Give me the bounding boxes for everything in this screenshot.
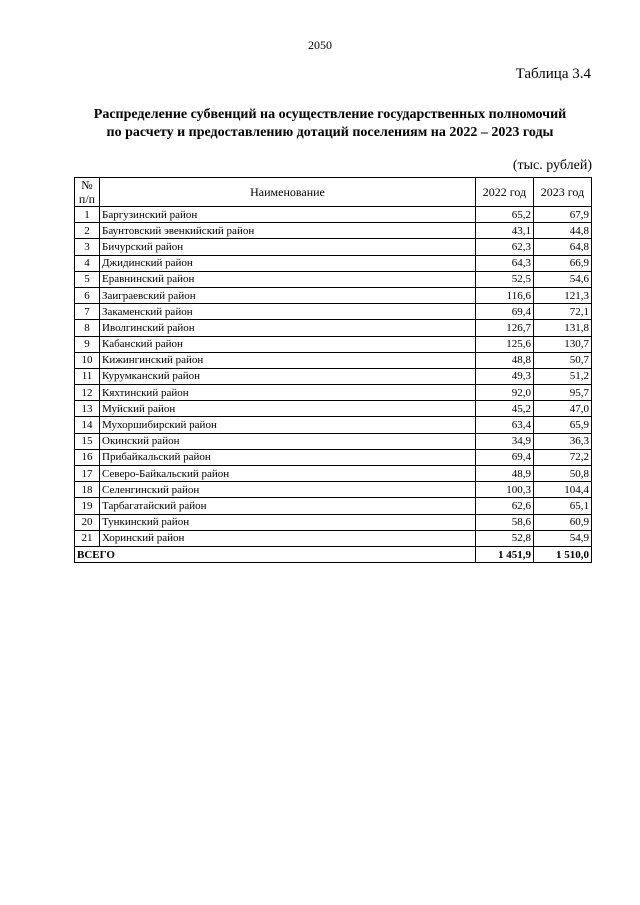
- row-name: Тункинский район: [100, 514, 476, 530]
- table-row: [75, 530, 592, 546]
- row-num: 14: [75, 417, 100, 433]
- row-value-2023: 131,8: [534, 320, 592, 336]
- row-name: Прибайкальский район: [100, 449, 476, 465]
- row-num: 13: [75, 401, 100, 417]
- header-2022: 2022 год: [476, 178, 534, 207]
- row-value-2022: 65,2: [476, 207, 534, 223]
- row-name: Кяхтинский район: [100, 385, 476, 401]
- row-num: 8: [75, 320, 100, 336]
- row-value-2023: 66,9: [534, 255, 592, 271]
- row-value-2023: 104,4: [534, 482, 592, 498]
- row-num: 15: [75, 433, 100, 449]
- row-value-2022: 62,3: [476, 239, 534, 255]
- table-row: [75, 417, 592, 433]
- row-value-2022: 45,2: [476, 401, 534, 417]
- row-name: Тарбагатайский район: [100, 498, 476, 514]
- row-name: Еравнинский район: [100, 271, 476, 287]
- row-name: Северо-Байкальский район: [100, 466, 476, 482]
- total-2022: 1 451,9: [476, 546, 534, 562]
- table-row: [75, 287, 592, 303]
- row-value-2023: 64,8: [534, 239, 592, 255]
- row-num: 2: [75, 223, 100, 239]
- total-2023: 1 510,0: [534, 546, 592, 562]
- row-value-2023: 50,8: [534, 466, 592, 482]
- row-num: 1: [75, 207, 100, 223]
- row-name: Баргузинский район: [100, 207, 476, 223]
- total-label: ВСЕГО: [75, 546, 476, 562]
- row-name: Кижингинский район: [100, 352, 476, 368]
- row-value-2022: 64,3: [476, 255, 534, 271]
- row-name: Джидинский район: [100, 255, 476, 271]
- row-num: 7: [75, 304, 100, 320]
- row-value-2022: 48,9: [476, 466, 534, 482]
- table-row: [75, 352, 592, 368]
- row-value-2023: 65,9: [534, 417, 592, 433]
- table-caption: Таблица 3.4: [515, 66, 591, 82]
- row-name: Заиграевский район: [100, 287, 476, 303]
- row-value-2022: 48,8: [476, 352, 534, 368]
- table-row: [75, 239, 592, 255]
- header-num-line-2: п/п: [78, 192, 96, 206]
- row-name: Кабанский район: [100, 336, 476, 352]
- title-line-1: Распределение субвенций на осуществление государственных полномочий: [93, 107, 567, 122]
- subsidy-table: [74, 177, 592, 563]
- row-value-2022: 92,0: [476, 385, 534, 401]
- row-name: Баунтовский эвенкийский район: [100, 223, 476, 239]
- row-num: 19: [75, 498, 100, 514]
- header-2023: 2023 год: [534, 178, 592, 207]
- table-row: [75, 304, 592, 320]
- row-value-2023: 130,7: [534, 336, 592, 352]
- header-num-line-1: №: [81, 178, 93, 192]
- table-row: [75, 482, 592, 498]
- row-value-2023: 121,3: [534, 287, 592, 303]
- table-row: [75, 466, 592, 482]
- row-value-2023: 72,1: [534, 304, 592, 320]
- table-row: [75, 255, 592, 271]
- row-num: 3: [75, 239, 100, 255]
- row-value-2023: 44,8: [534, 223, 592, 239]
- row-value-2022: 100,3: [476, 482, 534, 498]
- row-value-2022: 52,5: [476, 271, 534, 287]
- table-row: [75, 368, 592, 384]
- row-value-2022: 43,1: [476, 223, 534, 239]
- row-value-2023: 54,6: [534, 271, 592, 287]
- table-row: [75, 223, 592, 239]
- row-name: Мухоршибирский район: [100, 417, 476, 433]
- row-value-2023: 47,0: [534, 401, 592, 417]
- row-name: Окинский район: [100, 433, 476, 449]
- table-row: [75, 385, 592, 401]
- table-row: [75, 271, 592, 287]
- header-num: [75, 178, 100, 207]
- row-num: 10: [75, 352, 100, 368]
- table-row: [75, 433, 592, 449]
- row-num: 18: [75, 482, 100, 498]
- row-value-2023: 50,7: [534, 352, 592, 368]
- document-title: [60, 106, 600, 142]
- row-value-2022: 63,4: [476, 417, 534, 433]
- row-value-2022: 116,6: [476, 287, 534, 303]
- row-value-2023: 95,7: [534, 385, 592, 401]
- table-row: [75, 514, 592, 530]
- title-line-2: по расчету и предоставлению дотаций поселениям на 2022 – 2023 годы: [106, 125, 554, 140]
- row-value-2022: 62,6: [476, 498, 534, 514]
- row-name: Закаменский район: [100, 304, 476, 320]
- row-num: 4: [75, 255, 100, 271]
- row-name: Иволгинский район: [100, 320, 476, 336]
- row-value-2023: 51,2: [534, 368, 592, 384]
- row-value-2022: 34,9: [476, 433, 534, 449]
- row-value-2023: 54,9: [534, 530, 592, 546]
- row-value-2022: 69,4: [476, 449, 534, 465]
- total-row: [75, 546, 592, 562]
- row-value-2022: 126,7: [476, 320, 534, 336]
- row-name: Курумканский район: [100, 368, 476, 384]
- table-row: [75, 320, 592, 336]
- row-num: 9: [75, 336, 100, 352]
- row-value-2022: 49,3: [476, 368, 534, 384]
- row-value-2023: 65,1: [534, 498, 592, 514]
- page-number: 2050: [308, 38, 332, 52]
- header-name: Наименование: [100, 178, 476, 207]
- row-value-2022: 69,4: [476, 304, 534, 320]
- row-name: Бичурский район: [100, 239, 476, 255]
- row-value-2022: 52,8: [476, 530, 534, 546]
- row-num: 16: [75, 449, 100, 465]
- row-name: Селенгинский район: [100, 482, 476, 498]
- row-value-2023: 72,2: [534, 449, 592, 465]
- table-row: [75, 336, 592, 352]
- table-header-row: [75, 178, 592, 207]
- row-name: Хоринский район: [100, 530, 476, 546]
- row-num: 21: [75, 530, 100, 546]
- row-value-2023: 67,9: [534, 207, 592, 223]
- row-num: 12: [75, 385, 100, 401]
- table-row: [75, 449, 592, 465]
- row-num: 17: [75, 466, 100, 482]
- table-body: [75, 207, 592, 547]
- row-value-2023: 36,3: [534, 433, 592, 449]
- row-num: 5: [75, 271, 100, 287]
- row-value-2022: 125,6: [476, 336, 534, 352]
- table-row: [75, 401, 592, 417]
- units-label: (тыс. рублей): [512, 158, 592, 173]
- row-name: Муйский район: [100, 401, 476, 417]
- row-num: 6: [75, 287, 100, 303]
- table-row: [75, 498, 592, 514]
- row-num: 20: [75, 514, 100, 530]
- row-value-2023: 60,9: [534, 514, 592, 530]
- row-value-2022: 58,6: [476, 514, 534, 530]
- table-row: [75, 207, 592, 223]
- row-num: 11: [75, 368, 100, 384]
